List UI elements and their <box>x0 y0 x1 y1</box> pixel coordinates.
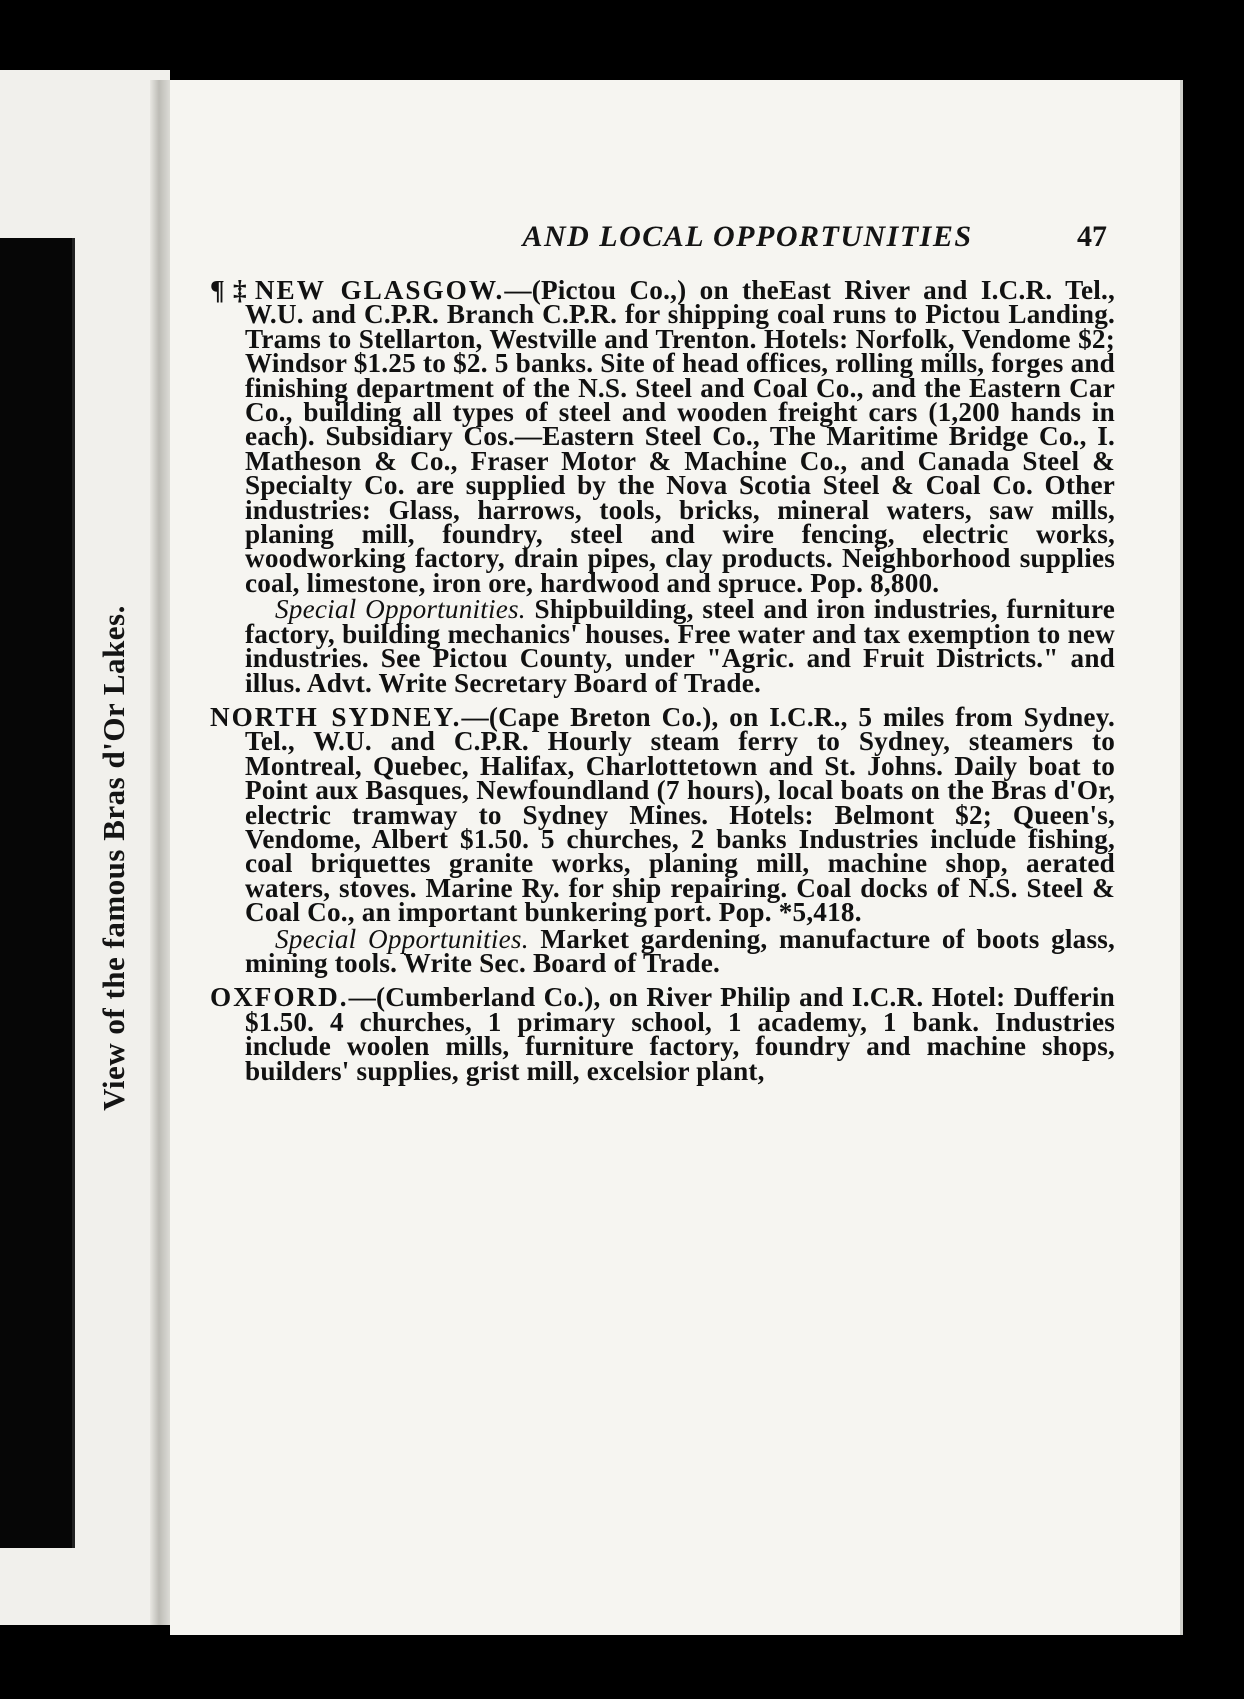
entry-heading: OXFORD. <box>210 982 349 1013</box>
text-page <box>170 80 1183 1635</box>
photo-plate-edge <box>0 238 75 1548</box>
plate-caption-text: View of the famous Bras d'Or Lakes. <box>96 605 131 1111</box>
entry-text: —(Cape Breton Co.), on I.C.R., 5 miles from Sydney. Tel., W.U. and C.P.R. Hourly steam ferry to Sydney, steamers to Montreal, Quebec, Halifax, Charlottetown and St. Johns. Daily boat to Point aux Basques, Newfoundland (7 hours), local boats on the Bras d'Or, electric tramway to Sydney Mines. Hotels: Belmont $2; Queen's, Vendome, Albert $1.50. 5 churches, 2 banks Industries include fishing, coal briquettes granite works, planing mill, machine shop, aerated waters, stoves. Marine Ry. for ship repairing. Coal docks of N.S. Steel & Coal Co., an important bunkering port. Pop. *5,418. <box>245 701 1115 928</box>
entry-heading: NORTH SYDNEY. <box>210 701 462 732</box>
special-opportunities-north-sydney <box>210 923 1115 978</box>
special-opportunities-text: Market gardening, manufacture of boots glass, mining tools. Write Sec. Board of Trade. <box>245 923 1115 978</box>
reference-marks: ¶‡ <box>210 275 255 305</box>
page-body <box>210 275 1116 1086</box>
page-number: 47 <box>1077 220 1107 253</box>
entry-heading: NEW GLASGOW. <box>254 275 505 305</box>
running-head: AND LOCAL OPPORTUNITIES <box>522 220 973 253</box>
entry-new-glasgow <box>210 275 1116 598</box>
entry-text: —(Cumberland Co.), on River Philip and I.C.R. Hotel: Dufferin $1.50. 4 churches, 1 primary school, 1 academy, 1 bank. Industries include woolen mills, furniture factory, foundry and machine shops, builders' supplies, grist mill, excelsior plant, <box>245 982 1115 1086</box>
entry-text: —(Pictou Co.,) on theEast River and I.C.R. Tel., W.U. and C.P.R. Branch C.P.R. for shipping coal runs to Pictou Landing. Trams to Stellarton, Westville and Trenton. Hotels: Norfolk, Vendome $2; Windsor $1.25 to $2. 5 banks. Site of head offices, rolling mills, forges and finishing department of the N.S. Steel and Coal Co., and the Eastern Car Co., building all types of steel and wooden freight cars (1,200 hands in each). Subsidiary Cos.—Eastern Steel Co., The Maritime Bridge Co., I. Matheson & Co., Fraser Motor & Machine Co., and Canada Steel & Specialty Co. are supplied by the Nova Scotia Steel & Coal Co. Other industries: Glass, harrows, tools, bricks, mineral waters, saw mills, planing mill, foundry, steel and wire fencing, electric works, woodworking factory, drain pipes, clay products. Neighborhood supplies coal, limestone, iron ore, hardwood and spruce. Pop. 8,800. <box>245 275 1116 598</box>
special-opportunities-new-glasgow <box>210 594 1116 698</box>
book-gutter <box>150 80 170 1625</box>
special-opportunities-text: Shipbuilding, steel and iron industries, furniture factory, building mechanics' houses. Free water and tax exemption to new industries. See Pictou County, under "Agric. and Fruit Districts." and illus. Advt. Write Secretary Board of Trade. <box>245 594 1116 698</box>
entry-north-sydney <box>210 701 1115 928</box>
facing-plate-page <box>0 70 170 1625</box>
special-opportunities-label: Special Opportunities. <box>275 594 526 625</box>
special-opportunities-label: Special Opportunities. <box>275 923 529 954</box>
entry-oxford <box>210 982 1115 1086</box>
